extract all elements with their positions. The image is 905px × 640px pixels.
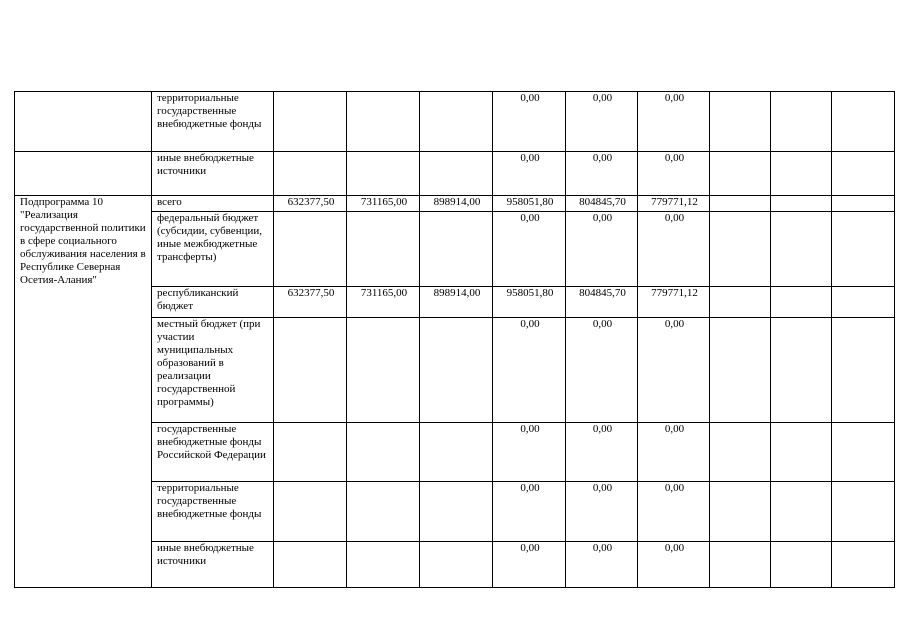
- amount-cell: 0,00: [566, 92, 638, 152]
- amount-cell: [347, 92, 420, 152]
- amount-cell: 0,00: [493, 423, 566, 482]
- amount-cell: [274, 423, 347, 482]
- amount-cell: 0,00: [638, 482, 710, 542]
- amount-cell: [274, 318, 347, 423]
- amount-cell: [710, 542, 771, 588]
- amount-cell: [710, 287, 771, 318]
- amount-cell: [771, 287, 832, 318]
- amount-cell: [771, 152, 832, 196]
- amount-cell: 0,00: [493, 152, 566, 196]
- amount-cell: 0,00: [638, 542, 710, 588]
- amount-cell: 0,00: [638, 152, 710, 196]
- amount-cell: 0,00: [566, 212, 638, 287]
- amount-cell: [347, 212, 420, 287]
- funding-table-body: [15, 92, 895, 588]
- program-cell-empty: [15, 92, 152, 152]
- funding-source-cell: иные внебюджетные источники: [152, 542, 274, 588]
- amount-cell: 0,00: [566, 482, 638, 542]
- amount-cell: 0,00: [566, 542, 638, 588]
- amount-cell: [771, 482, 832, 542]
- amount-cell: 958051,80: [493, 287, 566, 318]
- amount-cell: [832, 212, 895, 287]
- amount-cell: 0,00: [638, 92, 710, 152]
- amount-cell: [274, 482, 347, 542]
- amount-cell: 0,00: [493, 482, 566, 542]
- amount-cell: [274, 92, 347, 152]
- amount-cell: 0,00: [638, 212, 710, 287]
- amount-cell: [832, 423, 895, 482]
- amount-cell: 731165,00: [347, 196, 420, 212]
- amount-cell: [832, 482, 895, 542]
- amount-cell: [420, 152, 493, 196]
- amount-cell: 958051,80: [493, 196, 566, 212]
- amount-cell: 779771,12: [638, 287, 710, 318]
- amount-cell: 632377,50: [274, 287, 347, 318]
- table-row: [15, 152, 895, 196]
- amount-cell: [710, 92, 771, 152]
- amount-cell: [832, 287, 895, 318]
- amount-cell: [420, 92, 493, 152]
- amount-cell: [274, 152, 347, 196]
- amount-cell: [710, 482, 771, 542]
- amount-cell: [710, 212, 771, 287]
- amount-cell: [832, 152, 895, 196]
- funding-source-cell: территориальные государственные внебюджетные фонды: [152, 92, 274, 152]
- amount-cell: [771, 212, 832, 287]
- amount-cell: [420, 423, 493, 482]
- funding-source-cell: республиканский бюджет: [152, 287, 274, 318]
- amount-cell: [710, 318, 771, 423]
- amount-cell: 0,00: [566, 152, 638, 196]
- amount-cell: 0,00: [493, 542, 566, 588]
- amount-cell: 0,00: [566, 318, 638, 423]
- amount-cell: [710, 423, 771, 482]
- funding-table: [14, 91, 895, 588]
- amount-cell: [274, 542, 347, 588]
- amount-cell: 0,00: [493, 92, 566, 152]
- amount-cell: [832, 92, 895, 152]
- amount-cell: 804845,70: [566, 287, 638, 318]
- amount-cell: [832, 542, 895, 588]
- amount-cell: 0,00: [493, 212, 566, 287]
- funding-source-cell: всего: [152, 196, 274, 212]
- amount-cell: [771, 196, 832, 212]
- amount-cell: [347, 318, 420, 423]
- amount-cell: [420, 318, 493, 423]
- amount-cell: 0,00: [493, 318, 566, 423]
- amount-cell: 0,00: [566, 423, 638, 482]
- subprogram-title: Подпрограмма 10 "Реализация государственной политики в сфере социального обслуживания населения в Республике Северная Осетия-Алания": [15, 196, 152, 588]
- amount-cell: 0,00: [638, 423, 710, 482]
- table-row: [15, 196, 895, 212]
- amount-cell: [771, 92, 832, 152]
- amount-cell: [771, 423, 832, 482]
- amount-cell: [347, 482, 420, 542]
- amount-cell: [420, 212, 493, 287]
- amount-cell: [274, 212, 347, 287]
- amount-cell: [347, 423, 420, 482]
- amount-cell: 731165,00: [347, 287, 420, 318]
- funding-source-cell: местный бюджет (при участии муниципальных образований в реализации государственной программы): [152, 318, 274, 423]
- amount-cell: 898914,00: [420, 196, 493, 212]
- amount-cell: [832, 318, 895, 423]
- funding-source-cell: федеральный бюджет (субсидии, субвенции, иные межбюджетные трансферты): [152, 212, 274, 287]
- amount-cell: [832, 196, 895, 212]
- funding-source-cell: государственные внебюджетные фонды Российской Федерации: [152, 423, 274, 482]
- amount-cell: [347, 152, 420, 196]
- amount-cell: [771, 542, 832, 588]
- amount-cell: 898914,00: [420, 287, 493, 318]
- amount-cell: 779771,12: [638, 196, 710, 212]
- table-row: [15, 92, 895, 152]
- amount-cell: 804845,70: [566, 196, 638, 212]
- amount-cell: [771, 318, 832, 423]
- funding-source-cell: иные внебюджетные источники: [152, 152, 274, 196]
- amount-cell: 0,00: [638, 318, 710, 423]
- amount-cell: 632377,50: [274, 196, 347, 212]
- amount-cell: [710, 152, 771, 196]
- program-cell-empty: [15, 152, 152, 196]
- amount-cell: [710, 196, 771, 212]
- amount-cell: [420, 542, 493, 588]
- amount-cell: [420, 482, 493, 542]
- amount-cell: [347, 542, 420, 588]
- funding-source-cell: территориальные государственные внебюджетные фонды: [152, 482, 274, 542]
